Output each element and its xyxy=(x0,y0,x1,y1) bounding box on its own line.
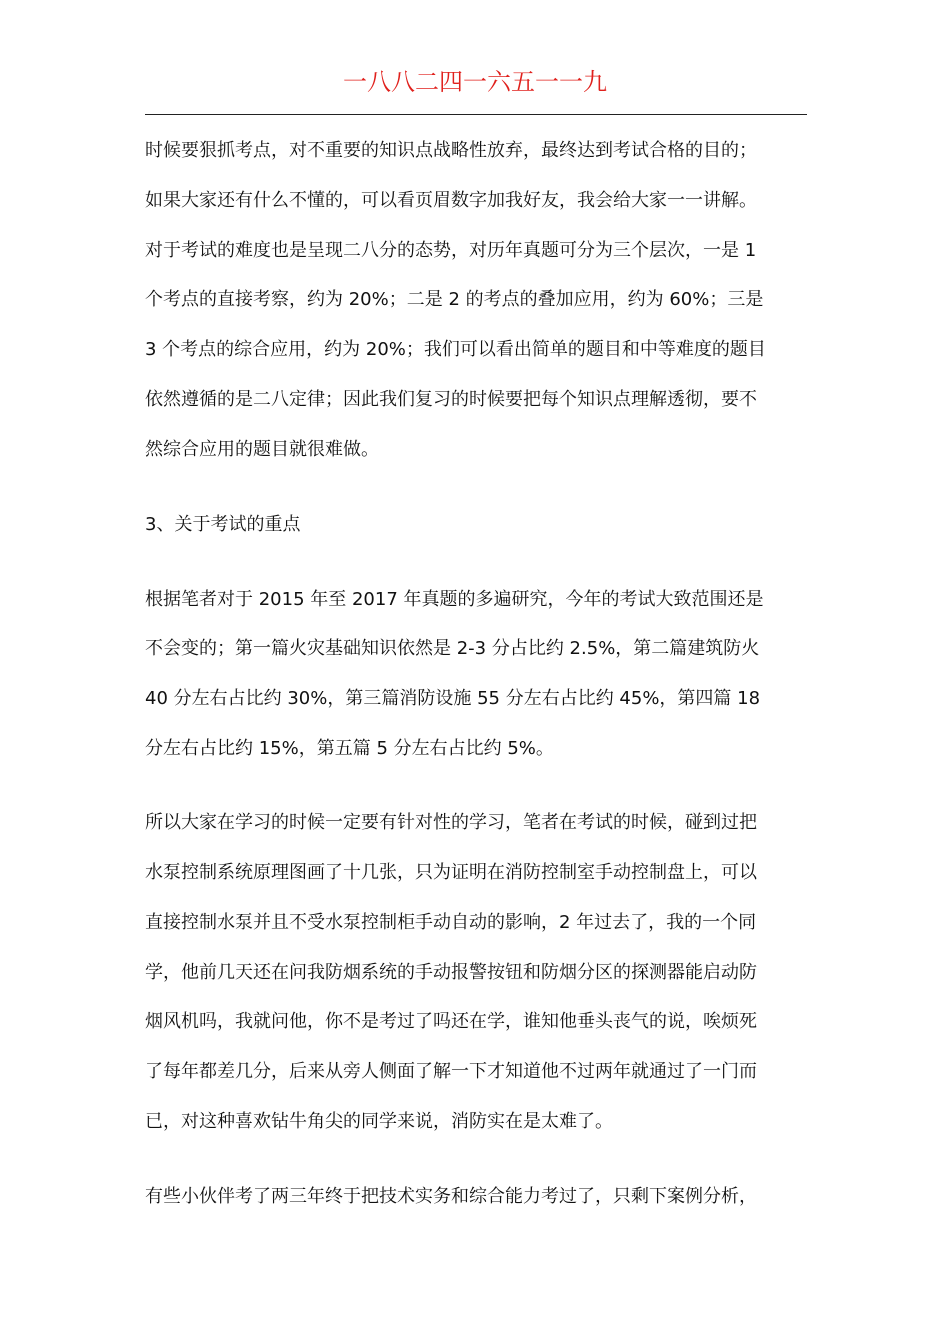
text-line: 不会变的；第一篇火灾基础知识依然是 2-3 分占比约 2.5%，第二篇建筑防火 xyxy=(145,638,760,659)
text-line: 40 分左右占比约 30%，第三篇消防设施 55 分左右占比约 45%，第四篇 18 xyxy=(145,688,761,709)
text-line: 时候要狠抓考点，对不重要的知识点战略性放弃，最终达到考试合格的目的； xyxy=(145,140,757,161)
text-line: 有些小伙伴考了两三年终于把技术实务和综合能力考过了，只剩下案例分析， xyxy=(145,1186,757,1207)
text-line: 直接控制水泵并且不受水泵控制柜手动自动的影响，2 年过去了，我的一个同 xyxy=(145,912,757,933)
section-heading: 3、关于考试的重点 xyxy=(145,514,301,535)
text-line: 学，他前几天还在问我防烟系统的手动报警按钮和防烟分区的探测器能启动防 xyxy=(145,962,757,983)
text-line: 所以大家在学习的时候一定要有针对性的学习，笔者在考试的时候，碰到过把 xyxy=(145,812,757,833)
text-line: 分左右占比约 15%，第五篇 5 分左右占比约 5%。 xyxy=(145,738,554,759)
text-line: 已，对这种喜欢钻牛角尖的同学来说，消防实在是太难了。 xyxy=(145,1111,613,1132)
text-line: 烟风机吗，我就问他，你不是考过了吗还在学，谁知他垂头丧气的说，唉烦死 xyxy=(145,1011,757,1032)
text-line: 然综合应用的题目就很难做。 xyxy=(145,439,379,460)
text-line: 了每年都差几分，后来从旁人侧面了解一下才知道他不过两年就通过了一门而 xyxy=(145,1061,757,1082)
text-line: 个考点的直接考察，约为 20%；二是 2 的考点的叠加应用，约为 60%；三是 xyxy=(145,289,764,310)
header-divider xyxy=(145,114,807,115)
text-line: 如果大家还有什么不懂的，可以看页眉数字加我好友，我会给大家一一讲解。 xyxy=(145,190,757,211)
text-line: 水泵控制系统原理图画了十几张，只为证明在消防控制室手动控制盘上，可以 xyxy=(145,862,757,883)
text-line: 根据笔者对于 2015 年至 2017 年真题的多遍研究，今年的考试大致范围还是 xyxy=(145,589,764,610)
text-line: 3 个考点的综合应用，约为 20%；我们可以看出简单的题目和中等难度的题目 xyxy=(145,339,766,360)
page-header-title: 一八八二四一六五一一九 xyxy=(343,68,607,96)
text-line: 依然遵循的是二八定律；因此我们复习的时候要把每个知识点理解透彻，要不 xyxy=(145,389,757,410)
text-line: 对于考试的难度也是呈现二八分的态势，对历年真题可分为三个层次，一是 1 xyxy=(145,240,757,261)
